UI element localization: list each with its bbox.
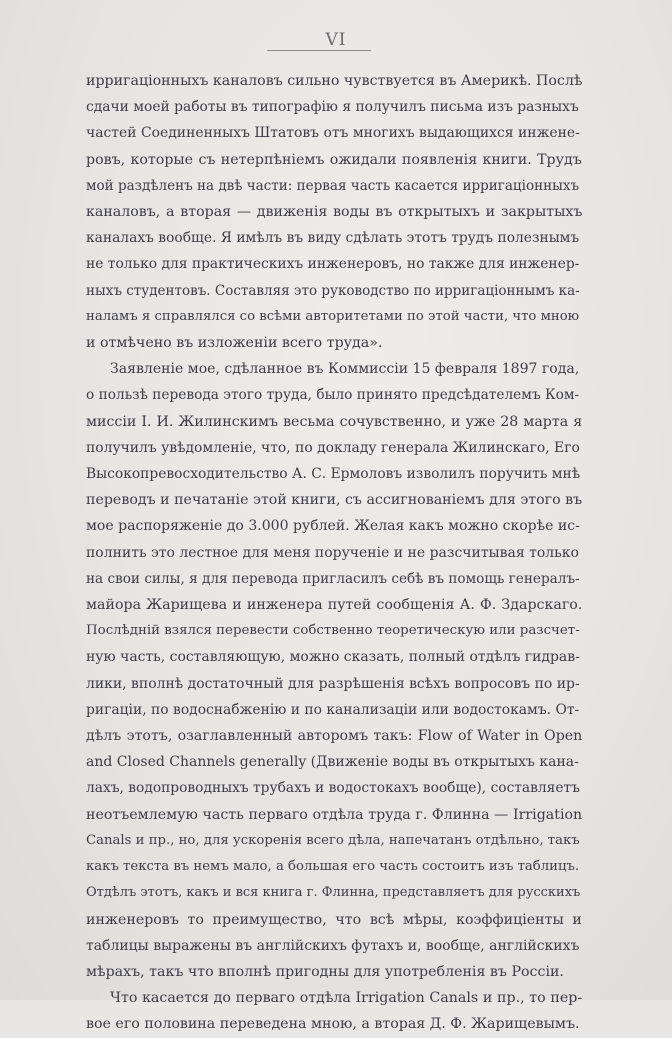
text-line: какъ текста въ немъ мало, а большая его часть состоитъ изъ таблицъ. (86, 859, 580, 875)
text-line: ную часть, составляющую, можно сказать, полный отдѣлъ гидрав- (86, 649, 580, 666)
text-line: и отмѣчено въ изложеніи всего труда». (86, 335, 383, 352)
text-line: and Closed Channels generally (Движеніе воды въ открытыхъ кана- (86, 754, 579, 771)
text-line: вое его половина переведена мною, а вторая Д. Ф. Жарищевымъ. (86, 1016, 580, 1033)
text-line: Послѣдній взялся перевести собственно теоретическую или разсчет- (86, 623, 580, 639)
text-line: миссіи I. И. Жилинскимъ весьма сочувственно, и уже 28 марта я (86, 413, 582, 430)
page-number: VI (325, 30, 347, 50)
paragraph-1 (86, 68, 582, 356)
text-line: неотъемлемую часть перваго отдѣла труда г. Флинна — Irrigation (86, 806, 582, 823)
text-line: Отдѣлъ этотъ, какъ и вся книга г. Флинна, представляетъ для русскихъ (86, 885, 581, 901)
text-line: Что касается до перваго отдѣла Irrigation Canals и пр., то пер- (110, 990, 582, 1007)
text-line: не только для практическихъ инженеровъ, но также для инженер- (86, 256, 580, 273)
text-line: полнить это лестное для меня порученіе и не разсчитывая только (86, 544, 579, 561)
header-rule (267, 50, 371, 51)
text-line: Canals и пр., но, для ускоренія всего дѣла, напечатанъ отдѣльно, такъ (86, 832, 580, 848)
paragraph-3 (86, 985, 582, 1037)
text-line: получилъ увѣдомленіе, что, по докладу генерала Жилинскаго, Его (86, 439, 580, 456)
text-line: мой раздѣленъ на двѣ части: первая часть касается ирригаціонныхъ (86, 177, 580, 194)
text-line: мое распоряженіе до 3.000 рублей. Желая какъ можно скорѣе ис- (86, 518, 580, 535)
text-line: ныхъ студентовъ. Составляя это руководство по ирригаціоннымъ ка- (86, 282, 580, 299)
text-line: Заявленіе мое, сдѣланное въ Коммиссіи 15 февраля 1897 года, (110, 361, 580, 378)
text-line: каналахъ вообще. Я имѣлъ въ виду сдѣлать этотъ трудъ полезнымъ (86, 230, 580, 247)
text-line: наламъ я справлялся со всѣми авторитетами по этой части, что мною (86, 308, 580, 324)
text-line: мѣрахъ, такъ что вполнѣ пригодны для употребленія въ Россіи. (86, 963, 564, 980)
text-line: майора Жарищева и инженера путей сообщенія А. Ф. Здарскаго. (86, 597, 582, 614)
text-line: таблицы выражены въ англійскихъ футахъ и, вообще, англійскихъ (86, 937, 580, 954)
text-line: сдачи моей работы въ типографію я получилъ письма изъ разныхъ (86, 99, 579, 116)
text-line: лики, вполнѣ достаточный для разрѣшенія всѣхъ вопросовъ по ир- (86, 675, 580, 692)
text-line: частей Соединенныхъ Штатовъ отъ многихъ выдающихся инжене- (86, 125, 580, 142)
page-header (0, 30, 672, 50)
text-line: о пользѣ перевода этого труда, было принято предсѣдателемъ Ком- (86, 387, 580, 404)
text-line: ровъ, которые съ нетерпѣніемъ ожидали появленія книги. Трудъ (86, 151, 582, 168)
text-line: ирригаціонныхъ каналовъ сильно чувствуется въ Америкѣ. Послѣ (86, 73, 582, 89)
text-line: на свои силы, я для перевода пригласилъ себѣ въ помощь генералъ- (86, 570, 580, 587)
text-line: лахъ, водопроводныхъ трубахъ и водостокахъ вообще), составляетъ (86, 780, 580, 797)
paragraph-2 (86, 356, 582, 985)
text-line: ригаціи, по водоснабженію и по канализаціи или водостокамъ. От- (86, 701, 580, 718)
text-line: каналовъ, а вторая — движенія воды въ открытыхъ и закрытыхъ (86, 204, 582, 221)
body-text (86, 68, 582, 1038)
text-line: дѣлъ этотъ, озаглавленный авторомъ такъ: Flow of Water in Open (86, 728, 582, 745)
text-line: переводъ и печатаніе этой книги, съ ассигнованіемъ для этого въ (86, 492, 582, 509)
text-line: Высокопревосходительство А. С. Ермоловъ изволилъ поручить мнѣ (86, 466, 581, 483)
text-line: инженеровъ то преимущество, что всѣ мѣры, коэффиціенты и (86, 911, 582, 928)
